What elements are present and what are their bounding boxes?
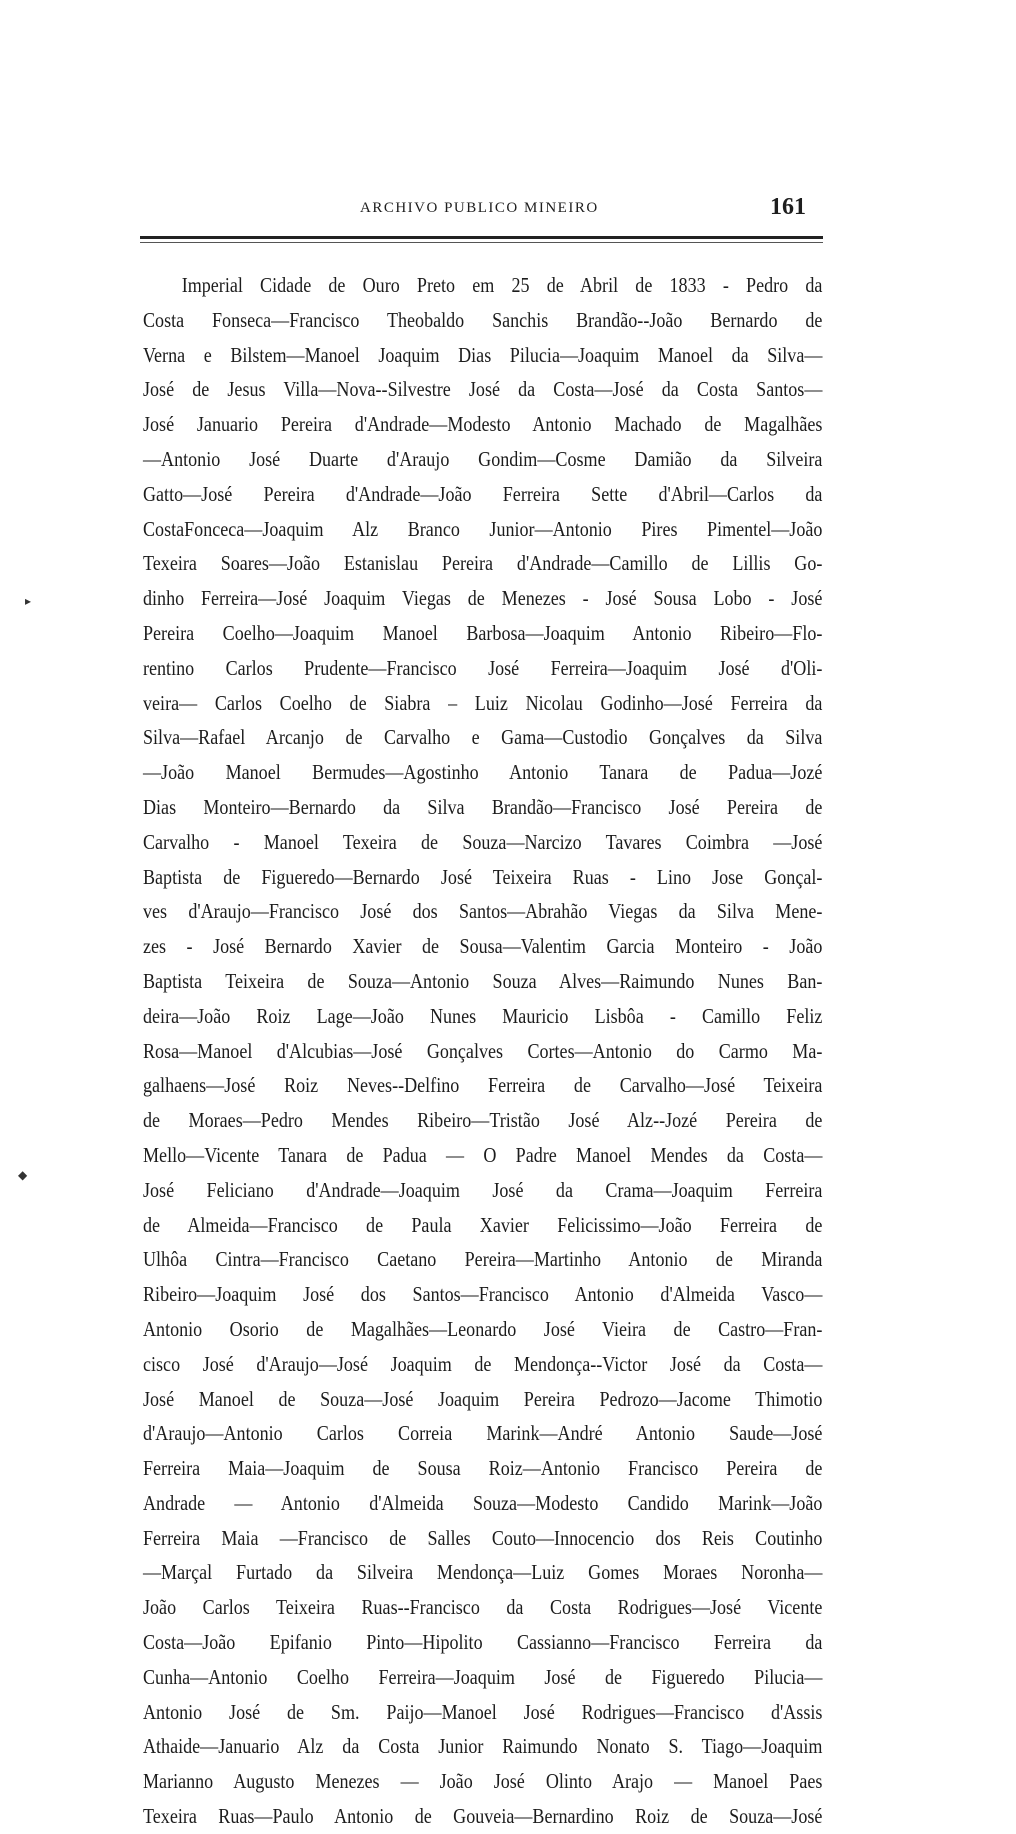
- text-line: José de Jesus Villa—Nova--Silvestre José da Costa—José da Costa Santos—: [143, 377, 823, 402]
- text-line: zes - José Bernardo Xavier de Sousa—Valentim Garcia Monteiro - João: [143, 934, 823, 959]
- page-number: 161: [770, 194, 806, 220]
- text-line: Ferreira Maia—Joaquim de Sousa Roiz—Antonio Francisco Pereira de: [143, 1456, 823, 1481]
- text-line: dinho Ferreira—José Joaquim Viegas de Menezes - José Sousa Lobo - José: [143, 586, 823, 611]
- text-line: cisco José d'Araujo—José Joaquim de Mendonça--Victor José da Costa—: [143, 1351, 823, 1376]
- text-line: Mello—Vicente Tanara de Padua — O Padre Manoel Mendes da Costa—: [143, 1142, 823, 1167]
- text-line: Cunha—Antonio Coelho Ferreira—Joaquim José de Figueredo Pilucia—: [143, 1664, 823, 1689]
- text-line: —Antonio José Duarte d'Araujo Gondim—Cosme Damião da Silveira: [143, 446, 823, 471]
- text-line: Gatto—José Pereira d'Andrade—João Ferreira Sette d'Abril—Carlos da: [143, 481, 823, 506]
- text-line: Baptista de Figueredo—Bernardo José Teixeira Ruas - Lino Jose Gonçal-: [143, 864, 823, 889]
- text-line: veira— Carlos Coelho de Siabra – Luiz Nicolau Godinho—José Ferreira da: [143, 690, 823, 715]
- text-line: Dias Monteiro—Bernardo da Silva Brandão—Francisco José Pereira de: [143, 794, 823, 819]
- running-header-title: ARCHIVO PUBLICO MINEIRO: [360, 200, 599, 216]
- body-paragraph: [143, 268, 823, 1834]
- text-line: José Januario Pereira d'Andrade—Modesto Antonio Machado de Magalhães: [143, 412, 823, 437]
- text-line: Baptista Teixeira de Souza—Antonio Souza Alves—Raimundo Nunes Ban-: [143, 968, 823, 993]
- header-rule: [140, 236, 823, 239]
- text-line: Athaide—Januario Alz da Costa Junior Raimundo Nonato S. Tiago—Joaquim: [143, 1734, 823, 1759]
- text-line: João Carlos Teixeira Ruas--Francisco da Costa Rodrigues—José Vicente: [143, 1595, 823, 1620]
- text-line: Verna e Bilstem—Manoel Joaquim Dias Pilucia—Joaquim Manoel da Silva—: [143, 342, 823, 367]
- text-line: José Manoel de Souza—José Joaquim Pereira Pedrozo—Jacome Thimotio: [143, 1386, 823, 1411]
- margin-mark-arrow-icon: ▸: [25, 594, 32, 608]
- header-rule-thin: [140, 242, 823, 243]
- text-line: Texeira Soares—João Estanislau Pereira d'Andrade—Camillo de Lillis Go-: [143, 551, 823, 576]
- text-line: Carvalho - Manoel Texeira de Souza—Narcizo Tavares Coimbra —José: [143, 829, 823, 854]
- text-line: Antonio José de Sm. Paijo—Manoel José Rodrigues—Francisco d'Assis: [143, 1699, 823, 1724]
- text-line: Ribeiro—Joaquim José dos Santos—Francisco Antonio d'Almeida Vasco—: [143, 1282, 823, 1307]
- text-line: ves d'Araujo—Francisco José dos Santos—Abrahão Viegas da Silva Mene-: [143, 899, 823, 924]
- text-line: Imperial Cidade de Ouro Preto em 25 de Abril de 1833 - Pedro da: [181, 273, 823, 297]
- running-header: [360, 194, 820, 230]
- text-line: de Almeida—Francisco de Paula Xavier Felicissimo—João Ferreira de: [143, 1212, 823, 1237]
- margin-mark-diamond-icon: ◆: [18, 1168, 28, 1182]
- text-line: Ferreira Maia —Francisco de Salles Couto—Innocencio dos Reis Coutinho: [143, 1525, 823, 1550]
- text-line: Costa—João Epifanio Pinto—Hipolito Cassianno—Francisco Ferreira da: [143, 1630, 823, 1655]
- text-line: galhaens—José Roiz Neves--Delfino Ferreira de Carvalho—José Teixeira: [143, 1073, 823, 1098]
- text-line: Texeira Ruas—Paulo Antonio de Gouveia—Bernardino Roiz de Souza—José: [143, 1804, 823, 1829]
- text-line: Silva—Rafael Arcanjo de Carvalho e Gama—Custodio Gonçalves da Silva: [143, 725, 823, 750]
- text-line: Andrade — Antonio d'Almeida Souza—Modesto Candido Marink—João: [143, 1490, 823, 1515]
- text-line: Rosa—Manoel d'Alcubias—José Gonçalves Cortes—Antonio do Carmo Ma-: [143, 1038, 823, 1063]
- text-line: Pereira Coelho—Joaquim Manoel Barbosa—Joaquim Antonio Ribeiro—Flo-: [143, 620, 823, 645]
- text-line: rentino Carlos Prudente—Francisco José Ferreira—Joaquim José d'Oli-: [143, 655, 823, 680]
- text-line: CostaFonceca—Joaquim Alz Branco Junior—Antonio Pires Pimentel—João: [143, 516, 823, 541]
- text-line: —João Manoel Bermudes—Agostinho Antonio Tanara de Padua—Jozé: [143, 760, 823, 785]
- text-line: Antonio Osorio de Magalhães—Leonardo José Vieira de Castro—Fran-: [143, 1316, 823, 1341]
- text-line: —Marçal Furtado da Silveira Mendonça—Luiz Gomes Moraes Noronha—: [143, 1560, 823, 1585]
- text-line: Costa Fonseca—Francisco Theobaldo Sanchis Brandão--João Bernardo de: [143, 307, 823, 332]
- text-line: Marianno Augusto Menezes — João José Olinto Arajo — Manoel Paes: [143, 1769, 823, 1794]
- text-line: José Feliciano d'Andrade—Joaquim José da Crama—Joaquim Ferreira: [143, 1177, 823, 1202]
- text-line: d'Araujo—Antonio Carlos Correia Marink—André Antonio Saude—José: [143, 1421, 823, 1446]
- text-line: Ulhôa Cintra—Francisco Caetano Pereira—Martinho Antonio de Miranda: [143, 1247, 823, 1272]
- text-line: deira—João Roiz Lage—João Nunes Mauricio Lisbôa - Camillo Feliz: [143, 1003, 823, 1028]
- text-line: de Moraes—Pedro Mendes Ribeiro—Tristão José Alz--Jozé Pereira de: [143, 1108, 823, 1133]
